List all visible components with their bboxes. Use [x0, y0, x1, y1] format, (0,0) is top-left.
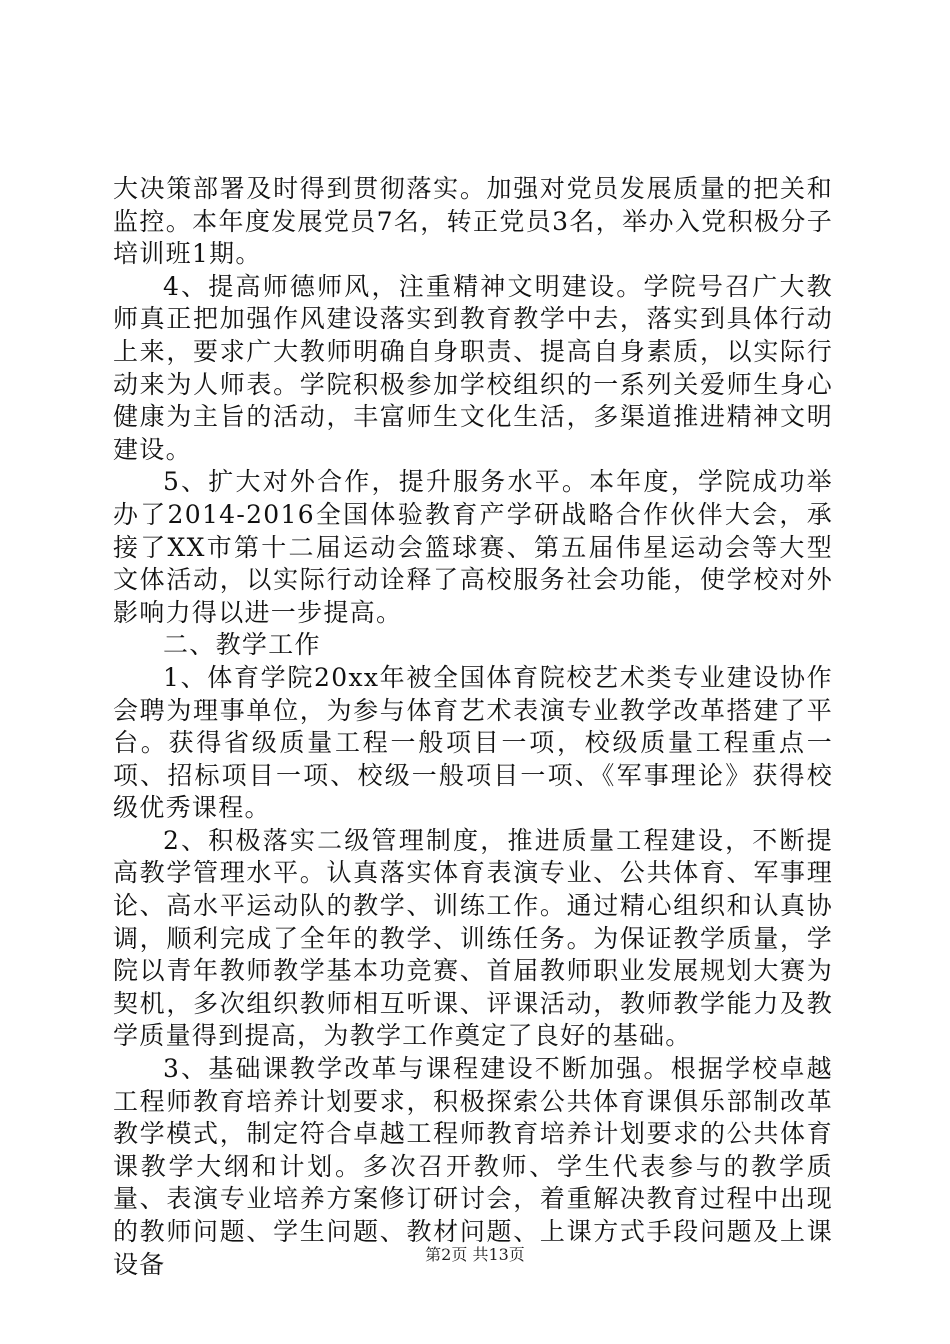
paragraph-6: 2、积极落实二级管理制度，推进质量工程建设，不断提高教学管理水平。认真落实体育表演专业、公共体育、军事理论、高水平运动队的教学、训练工作。通过精心组织和认真协调，顺利完成了全年的教学、训练任务。为保证教学质量，学院以青年教师教学基本功竞赛、首届教师职业发展规划大赛为契机，多次组织教师相互听课、评课活动，教师教学能力及教学质量得到提高，为教学工作奠定了良好的基础。 — [113, 825, 833, 1051]
section-heading-teaching: 二、教学工作 — [163, 630, 321, 660]
paragraph-2: 4、提高师德师风，注重精神文明建设。学院号召广大教师真正把加强作风建设落实到教育教学中去，落实到具体行动上来，要求广大教师明确自身职责、提高自身素质，以实际行动来为人师表。学院积极参加学校组织的一系列关爱师生身心健康为主旨的活动，丰富师生文化生活，多渠道推进精神文明建设。 — [113, 271, 833, 464]
paragraph-3: 5、扩大对外合作，提升服务水平。本年度，学院成功举办了2014-2016全国体验教育产学研战略合作伙伴大会，承接了XX市第十二届运动会篮球赛、第五届伟星运动会等大型文体活动，以实际行动诠释了高校服务社会功能，使学校对外影响力得以进一步提高。 — [113, 467, 833, 627]
page-number-footer: 第2页 共13页 — [425, 1245, 525, 1264]
paragraph-1: 大决策部署及时得到贯彻落实。加强对党员发展质量的把关和监控。本年度发展党员7名，转正党员3名，举办入党积极分子培训班1期。 — [113, 174, 833, 269]
paragraph-7: 3、基础课教学改革与课程建设不断加强。根据学校卓越工程师教育培养计划要求，积极探索公共体育课俱乐部制改革教学模式，制定符合卓越工程师教育培养计划要求的公共体育课教学大纲和计划。多次召开教师、学生代表参与的教学质量、表演专业培养方案修订研讨会，着重解决教育过程中出现的教师问题、学生问题、教材问题、上课方式手段问题及上课设备 — [113, 1054, 833, 1279]
paragraph-5: 1、体育学院20xx年被全国体育院校艺术类专业建设协作会聘为理事单位，为参与体育艺术表演专业教学改革搭建了平台。获得省级质量工程一般项目一项，校级质量工程重点一项、招标项目一项、校级一般项目一项、《军事理论》获得校级优秀课程。 — [113, 662, 833, 823]
document-body — [113, 173, 833, 1281]
